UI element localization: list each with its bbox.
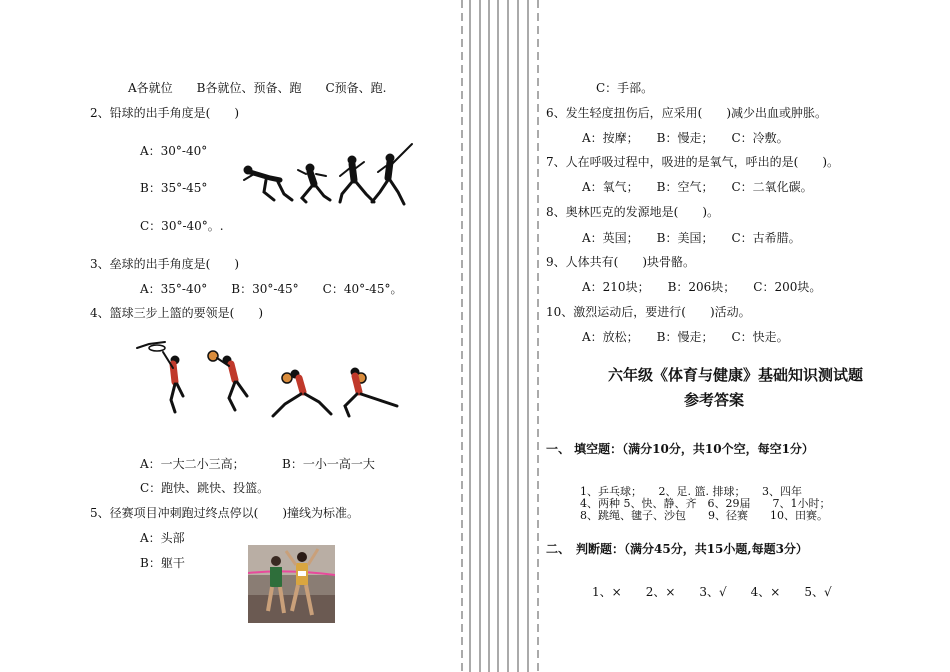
answer-key-subtitle: 参考答案 <box>684 391 745 409</box>
question-9: 9、人体共有( )块骨骼。 <box>546 255 695 269</box>
section-fill-blank-heading: 一、 填空题：（满分10分，共10个空，每空1分） <box>546 442 814 456</box>
basketball-layup-illustration <box>135 338 405 420</box>
shot-put-sequence-illustration <box>240 140 416 210</box>
question-6: 6、发生轻度扭伤后，应采用( )减少出血或肿胀。 <box>546 106 828 120</box>
binding-margin-lines <box>458 0 548 672</box>
question-2: 2、铅球的出手角度是( ) <box>90 106 239 120</box>
q6-options: A：按摩； B：慢走； C：冷敷。 <box>582 131 789 145</box>
finish-line-photo <box>248 545 335 623</box>
true-false-answers: 1、× 2、× 3、√ 4、× 5、√ <box>592 585 832 599</box>
q5-option-c: C：手部。 <box>596 81 654 95</box>
q2-option-a: A：30°-40° <box>140 144 208 158</box>
fill-blank-answers-line-2: 4、两种 5、快、静、齐 6、29届 7、1小时； <box>580 497 831 510</box>
q4-option-b: B：一小一高一大 <box>282 457 375 471</box>
fill-blank-answers-line-1: 1、乒乓球； 2、足. 篮. 排球； 3、四年 <box>580 485 802 498</box>
q9-options: A：210块； B：206块； C：200块。 <box>582 280 822 294</box>
q2-option-b: B：35°-45° <box>140 181 208 195</box>
q5-option-a: A：头部 <box>140 531 185 545</box>
fill-blank-answers-line-3: 8、跳绳、毽子、沙包 9、径赛 10、田赛。 <box>580 509 828 522</box>
q10-options: A：放松； B：慢走； C：快走。 <box>582 330 789 344</box>
question-5: 5、径赛项目冲刺跑过终点停以( )撞线为标准。 <box>90 506 359 520</box>
q1-options: A各就位 B各就位、预备、跑 C预备、跑. <box>128 81 387 95</box>
section-true-false-heading: 二、 判断题：（满分45分，共15小题,每题3分） <box>546 542 808 556</box>
q4-option-a: A：一大二小三高； <box>140 457 245 471</box>
question-3: 3、垒球的出手角度是( ) <box>90 257 239 271</box>
q3-options: A：35°-40° B：30°-45° C：40°-45°。 <box>140 282 403 296</box>
question-7: 7、人在呼吸过程中，吸进的是氧气，呼出的是( )。 <box>546 155 840 169</box>
question-4: 4、篮球三步上篮的要领是( ) <box>90 306 263 320</box>
question-10: 10、激烈运动后，要进行( )活动。 <box>546 305 751 319</box>
q2-option-c: C：30°-40°。. <box>140 219 224 233</box>
q8-options: A：英国； B：美国； C：古希腊。 <box>582 231 801 245</box>
q4-option-c: C：跑快、跳快、投篮。 <box>140 481 270 495</box>
question-8: 8、奥林匹克的发源地是( )。 <box>546 205 719 219</box>
answer-key-title: 六年级《体育与健康》基础知识测试题 <box>608 366 864 384</box>
q5-option-b: B：躯干 <box>140 556 185 570</box>
q7-options: A：氧气； B：空气； C：二氧化碳。 <box>582 180 813 194</box>
